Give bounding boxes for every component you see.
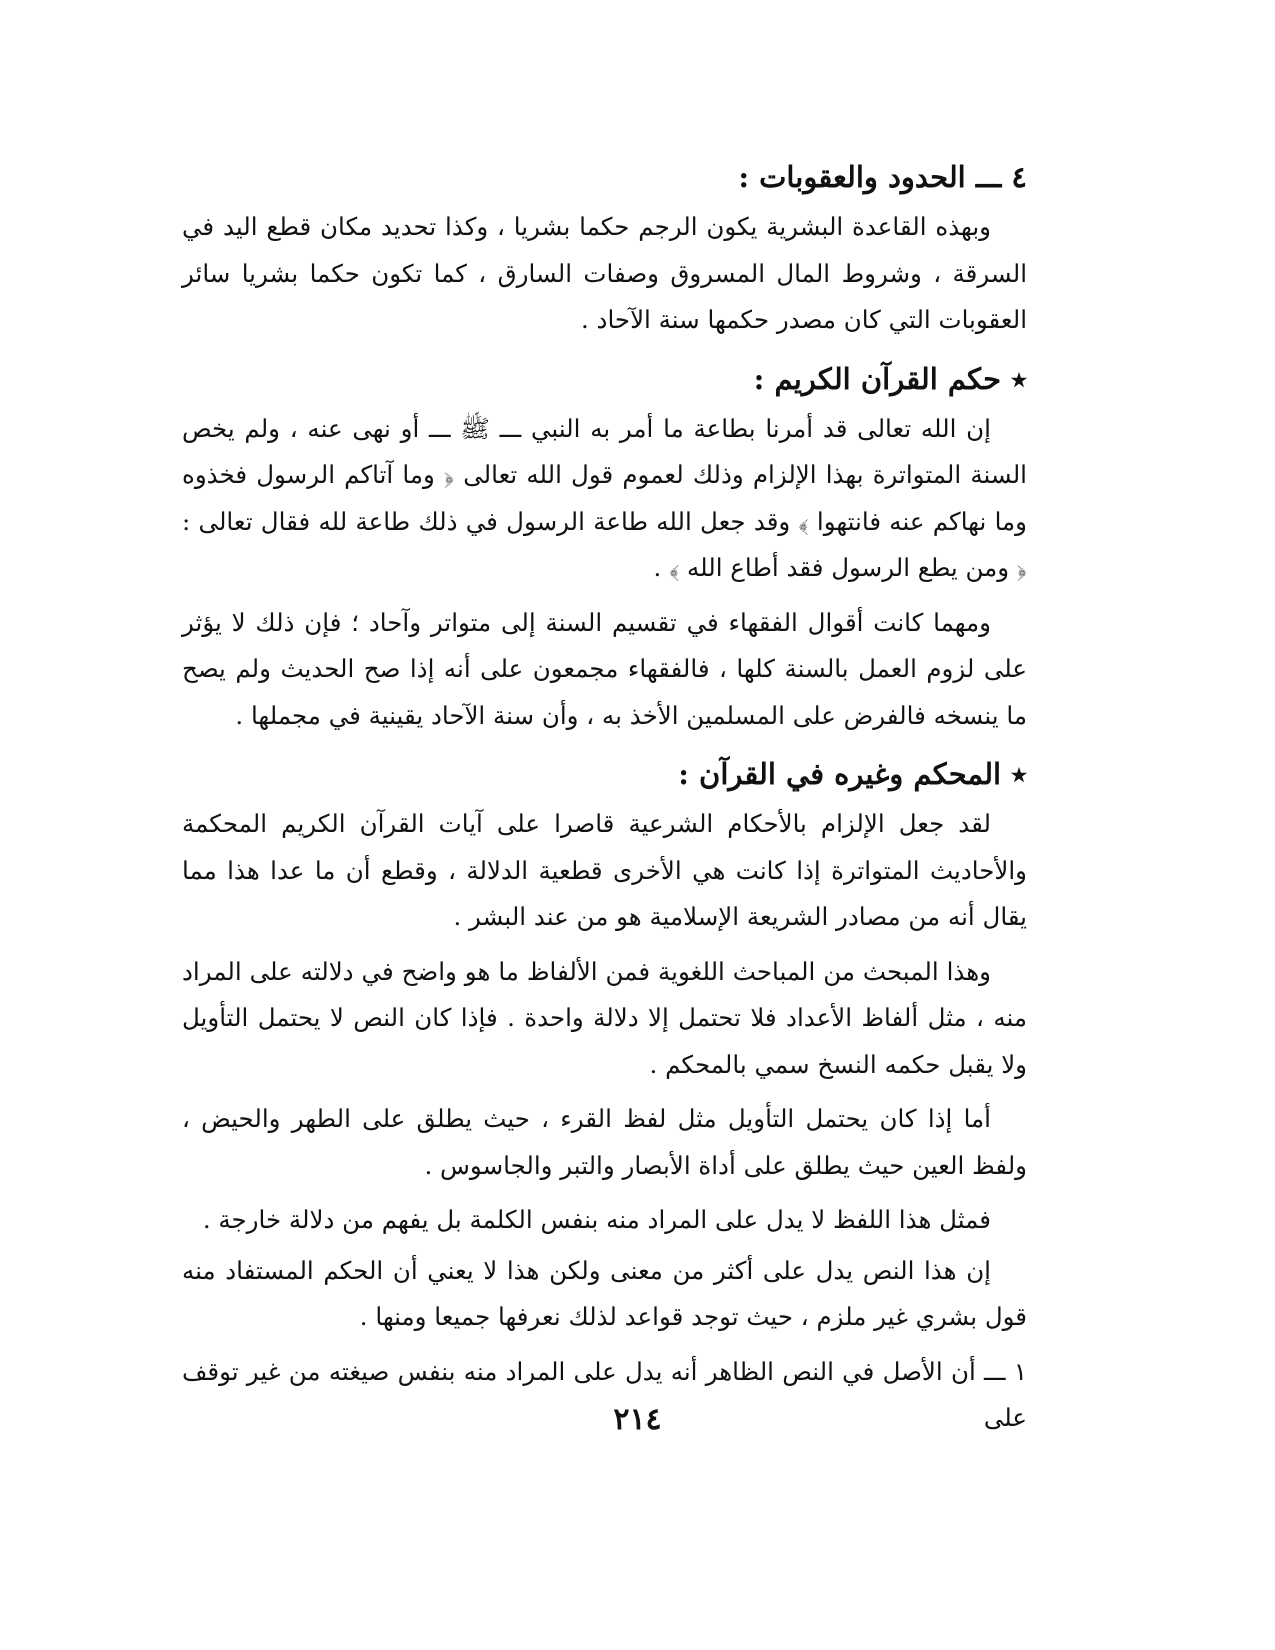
paragraph: أما إذا كان يحتمل التأويل مثل لفظ القرء ، حيث يطلق على الطهر والحيض ، ولفظ العين حيث يطلق على أداة الأبصار والتبر والجاسوس . <box>182 1104 1027 1180</box>
paragraph: فمثل هذا اللفظ لا يدل على المراد منه بنفس الكلمة بل يفهم من دلالة خارجة . <box>202 1205 991 1234</box>
paragraph: إن هذا النص يدل على أكثر من معنى ولكن هذا لا يعني أن الحكم المستفاد منه قول بشري غير ملزم ، حيث توجد قواعد لذلك نعرفها جميعا ومنها . <box>182 1255 1027 1331</box>
paragraph: وهذا المبحث من المباحث اللغوية فمن الألفاظ ما هو واضح في دلالته على المراد منه ، مثل ألفاظ الأعداد فلا تحتمل إلا دلالة واحدة . فإذا كان النص لا يحتمل التأويل ولا يقبل حكمه النسخ سمي بالمحكم . <box>182 956 1027 1079</box>
numbered-paragraph: ١ ـــ أن الأصل في النص الظاهر أنه يدل على المراد منه بنفس صيغته من غير توقف على <box>182 1356 1027 1432</box>
page-number: ٢١٤ <box>613 1402 662 1437</box>
page-body <box>182 150 1027 1450</box>
paragraph: لقد جعل الإلزام بالأحكام الشرعية قاصرا على آيات القرآن الكريم المحكمة والأحاديث المتواترة إذا كانت هي الأخرى قطعية الدلالة ، وقطع أن ما عدا هذا مما يقال أنه من مصادر الشريعة الإسلامية هو من عند البشر . <box>182 809 1027 931</box>
section-heading-punishments: ٤ ـــ الحدود والعقوبات : <box>738 160 1027 194</box>
section-heading-quran-ruling: ٭ حكم القرآن الكريم : <box>753 361 1027 396</box>
paragraph: إن الله تعالى قد أمرنا بطاعة ما أمر به النبي ـــ ﷺ ـــ أو نهى عنه ، ولم يخص السنة المتواترة بهذا الإلزام وذلك لعموم قول الله تعالى ﴿ وما آتاكم الرسول فخذوه وما نهاكم عنه فانتهوا ﴾ وقد جعل الله طاعة الرسول في ذلك طاعة لله فقال تعالى : ﴿ ومن يطع الرسول فقد أطاع الله ﴾ . <box>182 413 1027 582</box>
paragraph: وبهذه القاعدة البشرية يكون الرجم حكما بشريا ، وكذا تحديد مكان قطع اليد في السرقة ، وشروط المال المسروق وصفات السارق ، كما تكون حكما بشريا سائر العقوبات التي كان مصدر حكمها سنة الآحاد . <box>182 212 1027 334</box>
section-heading-muhkam: ٭ المحكم وغيره في القرآن : <box>678 757 1027 791</box>
paragraph: ومهما كانت أقوال الفقهاء في تقسيم السنة إلى متواتر وآحاد ؛ فإن ذلك لا يؤثر على لزوم العمل بالسنة كلها ، فالفقهاء مجمعون على أنه إذا صح الحديث ولم يصح ما ينسخه فالفرض على المسلمين الأخذ به ، وأن سنة الآحاد يقينية في مجملها . <box>182 607 1027 730</box>
